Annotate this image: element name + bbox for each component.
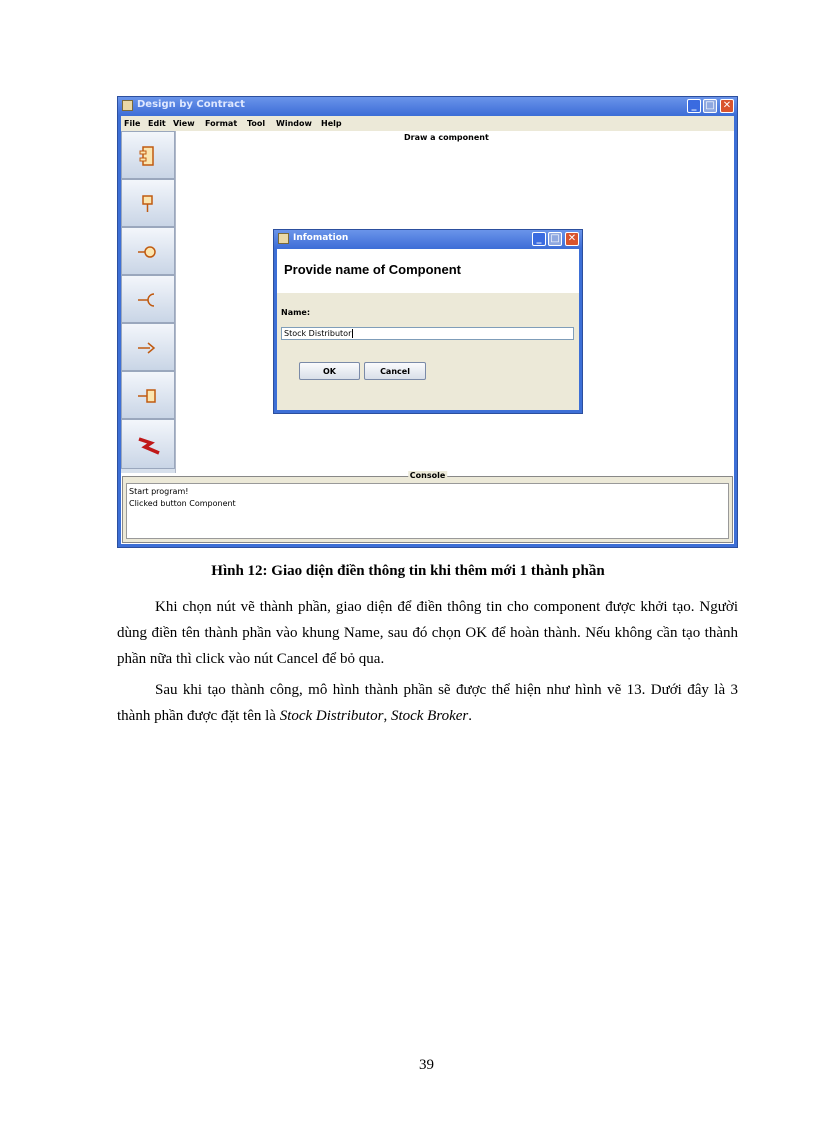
connector-tool-button[interactable] [121,419,175,469]
dialog-titlebar[interactable] [274,230,582,248]
text-cursor [352,329,353,338]
dialog-app-icon [278,233,289,244]
ok-button[interactable]: OK [299,362,360,380]
dialog-minimize-button[interactable]: _ [532,232,546,246]
component-tool-button[interactable] [121,131,175,179]
maximize-button[interactable]: □ [703,99,717,113]
menu-bar [121,116,734,131]
port-icon [137,193,159,215]
required-interface-tool-button[interactable] [121,275,175,323]
page-number: 39 [419,1057,434,1073]
menu-tool[interactable]: Tool [247,119,266,128]
client-area [121,131,734,544]
provided-interface-tool-button[interactable] [121,227,175,275]
name-input-value: Stock Distributor [284,329,352,338]
component-name-2: Stock Broker [390,708,469,724]
window-titlebar[interactable] [118,97,737,115]
information-dialog [273,229,583,414]
dialog-body [277,293,579,410]
required-interface-icon [137,289,159,311]
console-output[interactable] [126,483,729,539]
delegate-out-tool-button[interactable] [121,371,175,419]
name-label: Name: [281,308,311,317]
port-tool-button[interactable] [121,179,175,227]
delegate-out-icon [137,385,159,407]
close-button[interactable]: ✕ [720,99,734,113]
canvas-label: Draw a component [404,133,489,142]
paragraph-2-separator: , [383,708,391,724]
paragraph-2-text: Sau khi tạo thành công, mô hình thành phần sẽ được thể hiện như hình vẽ 13. Dưới đây là 3 thành phần được đặt tên là [117,682,738,724]
name-input[interactable] [281,327,574,340]
paragraph-2-end: . [468,708,473,724]
delegate-in-icon [137,337,159,359]
menu-file[interactable]: File [124,119,141,128]
component-toolbar [121,131,176,473]
minimize-button[interactable]: _ [687,99,701,113]
console-line: Clicked button Component [129,499,236,508]
menu-view[interactable]: View [173,119,195,128]
component-icon [137,145,159,167]
paragraph-1: Khi chọn nút vẽ thành phần, giao diện để điền thông tin cho component được khởi tạo. Người dùng điền tên thành phần vào khung Name, sau đó chọn OK để hoàn thành. Nếu không cần tạo thành phần nữa thì click vào nút Cancel để bỏ qua. [117,599,738,667]
console-panel [122,471,733,543]
component-name-1: Stock Distributor [279,708,384,724]
provided-interface-icon [137,241,159,263]
menu-window[interactable]: Window [276,119,312,128]
dialog-header [277,249,579,293]
dialog-title: Infomation [293,233,349,243]
menu-format[interactable]: Format [205,119,238,128]
paragraph-2 [117,677,738,729]
dialog-close-button[interactable]: ✕ [565,232,579,246]
console-title: Console [409,471,446,480]
app-icon [122,100,133,111]
window-title: Design by Contract [137,99,245,110]
menu-help[interactable]: Help [321,119,342,128]
dialog-heading: Provide name of Component [284,262,461,277]
delegate-in-tool-button[interactable] [121,323,175,371]
dialog-maximize-button[interactable]: □ [548,232,562,246]
menu-edit[interactable]: Edit [148,119,166,128]
connector-icon [137,433,161,457]
cancel-button[interactable]: Cancel [364,362,426,380]
figure-caption: Hình 12: Giao diện điền thông tin khi thêm mới 1 thành phần [211,563,605,579]
app-window [117,96,738,548]
console-line: Start program! [129,487,189,496]
